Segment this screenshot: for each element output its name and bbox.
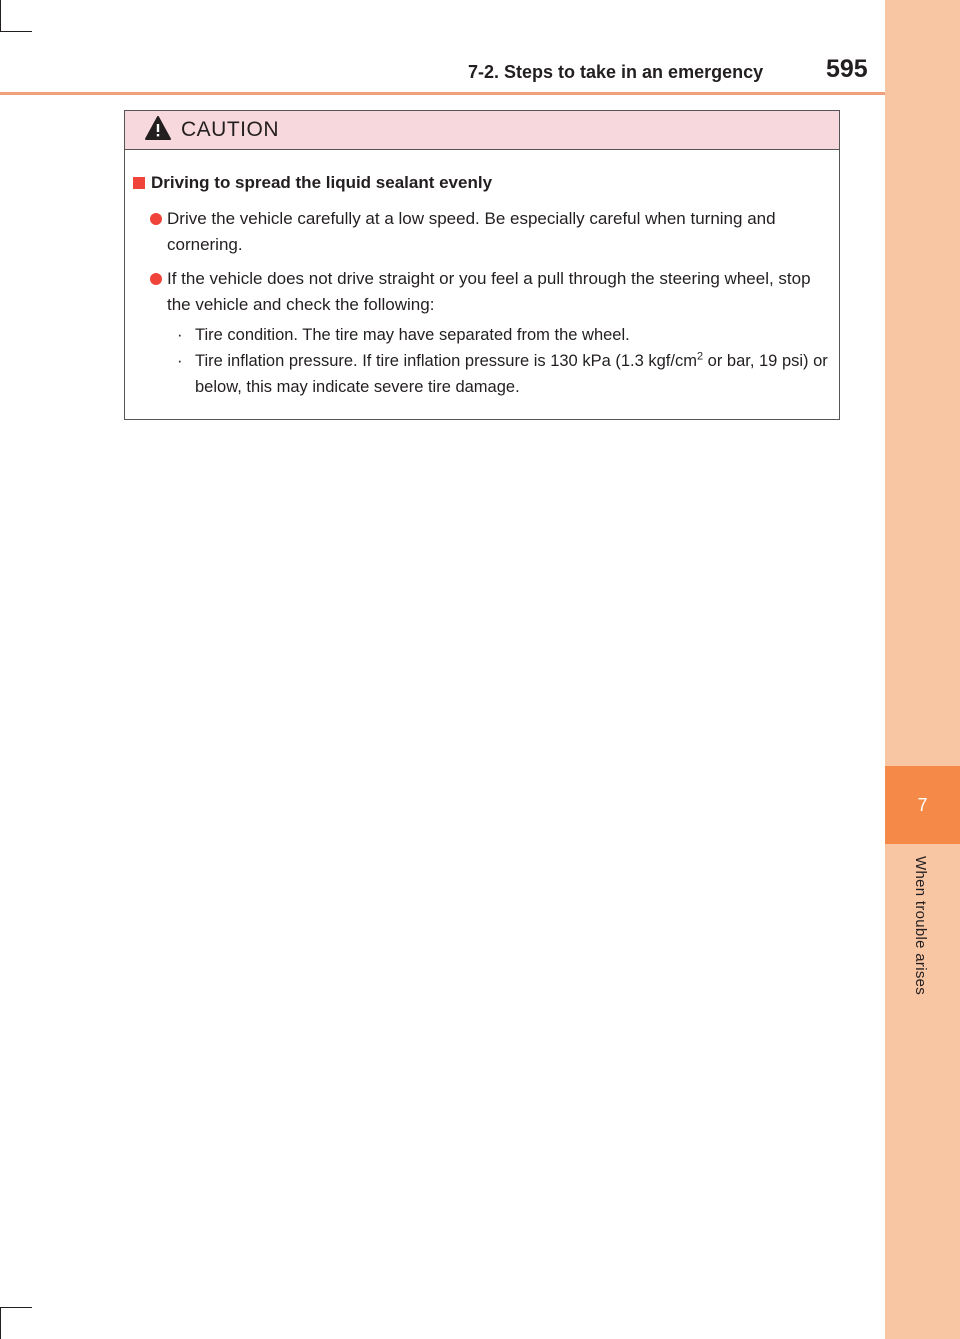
chapter-side-tab	[885, 0, 960, 1339]
caution-title: CAUTION	[181, 118, 279, 141]
crop-mark	[0, 31, 32, 32]
caution-bullet-text: Drive the vehicle carefully at a low speed. Be especially careful when turning and cornering.	[167, 209, 776, 254]
warning-triangle-icon	[145, 116, 181, 145]
circle-bullet-icon	[150, 213, 162, 225]
circle-bullet-icon	[150, 273, 162, 285]
middot-icon: ·	[177, 326, 183, 344]
crop-mark	[0, 0, 1, 32]
caution-body	[125, 150, 839, 400]
sub-list-item	[177, 348, 829, 400]
caution-bullet-text: If the vehicle does not drive straight or you feel a pull through the steering wheel, stop the vehicle and check the following:	[167, 269, 811, 314]
sub-list	[167, 322, 829, 400]
section-title: 7-2. Steps to take in an emergency	[468, 62, 764, 82]
caution-header	[125, 111, 839, 150]
chapter-label: When trouble arises	[912, 856, 929, 996]
sub-item-text-continued: or bar, 19 psi) or below, this may indicate severe tire damage.	[195, 352, 828, 396]
middot-icon: ·	[177, 352, 183, 370]
crop-mark	[0, 1307, 32, 1308]
caution-heading-text: Driving to spread the liquid sealant evenly	[151, 173, 493, 192]
caution-box	[124, 110, 840, 420]
sub-item-text: Tire inflation pressure. If tire inflation pressure is 130 kPa (1.3 kgf/cm	[195, 352, 697, 370]
header-rule	[0, 92, 885, 95]
caution-bullet	[133, 206, 829, 258]
caution-heading	[133, 170, 829, 196]
superscript: 2	[696, 350, 704, 363]
chapter-number: 7	[885, 766, 960, 844]
sub-list-item	[177, 322, 829, 348]
crop-mark	[0, 1307, 1, 1339]
square-bullet-icon	[133, 177, 145, 189]
caution-bullet	[133, 266, 829, 400]
page-number: 595	[826, 55, 868, 83]
sub-item-text: Tire condition. The tire may have separated from the wheel.	[195, 326, 630, 344]
